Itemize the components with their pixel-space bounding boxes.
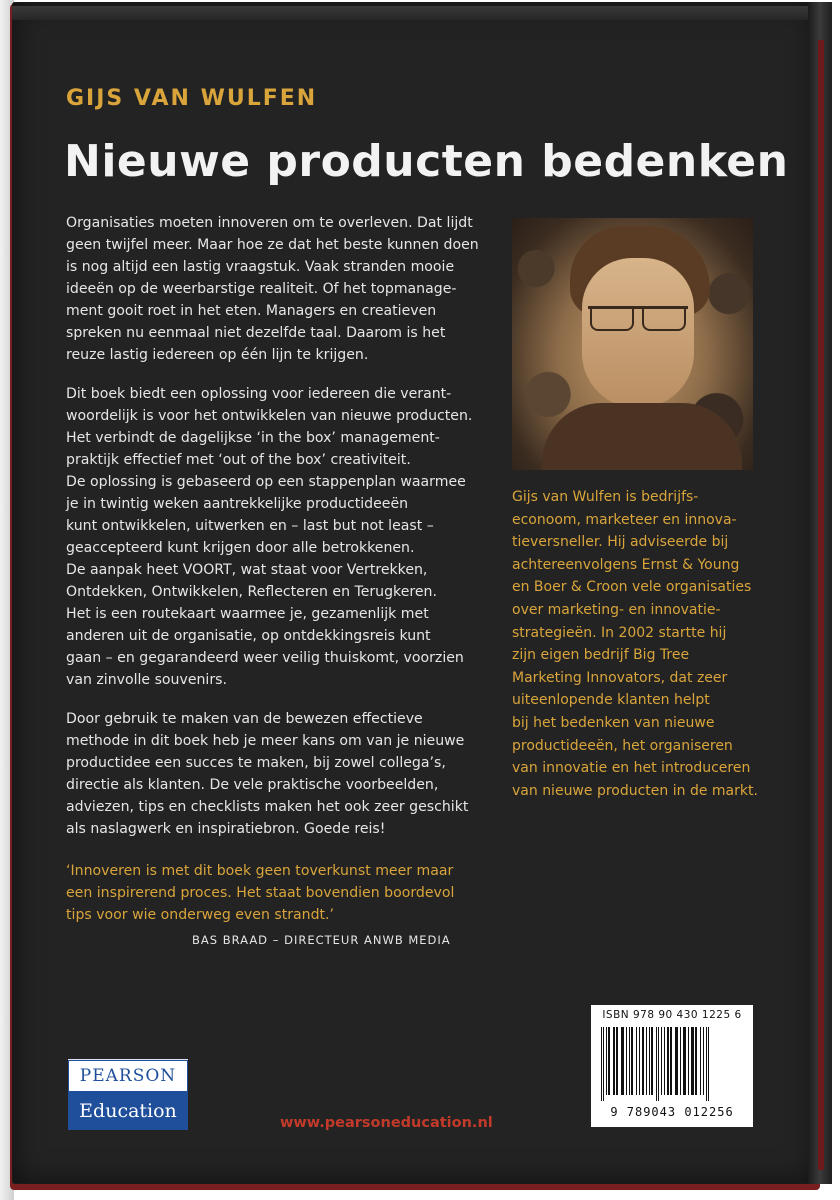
photo-glasses xyxy=(588,306,688,335)
barcode-bar xyxy=(642,1027,644,1095)
bio-line: uiteenlopende klanten helpt xyxy=(512,692,710,709)
barcode-bar xyxy=(616,1027,618,1095)
text-line: gaan – en gegarandeerd weer veilig thuiskomt, voorzien xyxy=(66,650,464,666)
bio-line: zijn eigen bedrijf Big Tree xyxy=(512,647,690,664)
ean-number: 9 789043 012256 xyxy=(610,1105,734,1119)
text-line: Organisaties moeten innoveren om te overleven. Dat lijdt xyxy=(66,215,473,231)
logo-wordmark: PEARSON xyxy=(68,1060,188,1092)
photo-shirt xyxy=(542,403,742,470)
barcode-bar xyxy=(691,1027,694,1095)
text-line: De aanpak heet VOORT, wat staat voor Vertrekken, xyxy=(66,562,428,578)
bio-line: van innovatie en het introduceren xyxy=(512,760,751,777)
review-quote xyxy=(66,860,506,926)
text-line: kunt ontwikkelen, uitwerken en – last but not least – xyxy=(66,518,434,534)
barcode-bar xyxy=(706,1027,707,1101)
text-line: De oplossing is gebaseerd op een stappenplan waarmee xyxy=(66,474,466,490)
text-line: praktijk effectief met ‘out of the box’ creativiteit. xyxy=(66,452,411,468)
blurb-paragraph-3 xyxy=(66,708,506,840)
blurb-text xyxy=(66,212,506,857)
barcode-bar xyxy=(606,1027,607,1095)
text-line: woordelijk is voor het ontwikkelen van nieuwe producten. xyxy=(66,408,473,424)
text-line: van zinvolle souvenirs. xyxy=(66,672,227,688)
text-line: adviezen, tips en checklists maken het ook zeer geschikt xyxy=(66,799,469,815)
text-line: anderen uit de organisatie, op ontdekkingsreis kunt xyxy=(66,628,431,644)
text-line: ment gooit roet in het eten. Managers en creatieven xyxy=(66,303,437,319)
author-bio xyxy=(512,486,758,802)
text-line: geen twijfel meer. Maar hoe ze dat het beste kunnen doen xyxy=(66,237,479,253)
barcode-bar xyxy=(661,1027,662,1095)
bio-line: strategieën. In 2002 startte hij xyxy=(512,624,727,641)
barcode-bar xyxy=(670,1027,672,1095)
barcode-bar xyxy=(629,1027,630,1095)
barcode-bar xyxy=(649,1027,650,1095)
pearson-logo xyxy=(68,1059,188,1130)
barcode-bar xyxy=(631,1027,633,1095)
barcode-bar xyxy=(708,1027,709,1101)
barcode-bar xyxy=(703,1027,704,1095)
bio-line: en Boer & Croon vele organisaties xyxy=(512,579,752,596)
publisher-url: www.pearsoneducation.nl xyxy=(280,1115,493,1131)
bio-line: bij het bedenken van nieuwe xyxy=(512,714,715,731)
barcode-bar xyxy=(656,1027,657,1101)
blurb-paragraph-2 xyxy=(66,383,506,691)
text-line: directie als klanten. De vele praktische voorbeelden, xyxy=(66,777,439,793)
text-line: spreken nu eenmaal niet dezelfde taal. Daarom is het xyxy=(66,325,446,341)
author-name: GIJS VAN WULFEN xyxy=(66,86,318,111)
author-photo xyxy=(512,218,753,470)
barcode-bar xyxy=(613,1027,615,1095)
barcode-bar xyxy=(695,1027,697,1095)
text-line: Het verbindt de dagelijkse ‘in the box’ management- xyxy=(66,430,440,446)
logo-subtitle: Education xyxy=(79,1100,177,1122)
bio-line: tieversneller. Hij adviseerde bij xyxy=(512,534,729,551)
text-line: Dit boek biedt een oplossing voor iedereen die verant- xyxy=(66,386,452,402)
barcode-bar xyxy=(688,1027,689,1095)
text-line: je in twintig weken aantrekkelijke productideeën xyxy=(66,496,409,512)
barcode-bar xyxy=(621,1027,624,1095)
text-line: ideeën op de weerbarstige realiteit. Of het topmanage- xyxy=(66,281,457,297)
bio-line: achtereenvolgens Ernst & Young xyxy=(512,556,740,573)
barcode-bar xyxy=(608,1027,610,1095)
barcode-bar xyxy=(626,1027,627,1095)
cover-top-band xyxy=(12,6,818,20)
barcode-bar xyxy=(683,1027,686,1095)
book-title: Nieuwe producten bedenken xyxy=(64,136,789,187)
barcode-bar xyxy=(700,1027,701,1095)
barcode-label xyxy=(591,1005,753,1127)
barcode-bar xyxy=(667,1027,669,1095)
barcode-bar xyxy=(664,1027,665,1095)
bio-line: Marketing Innovators, dat zeer xyxy=(512,669,728,686)
isbn-number: ISBN 978 90 430 1225 6 xyxy=(602,1009,742,1021)
barcode-bar xyxy=(646,1027,647,1095)
text-line: geaccepteerd kunt krijgen door alle betrokkenen. xyxy=(66,540,415,556)
text-line: reuze lastig iedereen op één lijn te krijgen. xyxy=(66,347,369,363)
text-line: Het is een routekaart waarmee je, gezamenlijk met xyxy=(66,606,429,622)
bio-line: productideeën, het organiseren xyxy=(512,737,733,754)
quote-attribution: BAS BRAAD – DIRECTEUR ANWB MEDIA xyxy=(192,933,451,947)
quote-line: tips voor wie onderweg even strandt.’ xyxy=(66,907,335,923)
barcode-bar xyxy=(636,1027,637,1095)
text-line: is nog altijd een lastig vraagstuk. Vaak stranden mooie xyxy=(66,259,455,275)
barcode-bar xyxy=(639,1027,640,1095)
barcode-bar xyxy=(658,1027,659,1101)
bio-line: econoom, marketeer en innova- xyxy=(512,511,737,528)
barcode-bar xyxy=(651,1027,653,1095)
text-line: Ontdekken, Ontwikkelen, Reflecteren en Terugkeren. xyxy=(66,584,437,600)
quote-line: een inspirerend proces. Het staat bovendien boordevol xyxy=(66,885,455,901)
barcode-bar xyxy=(680,1027,681,1095)
barcode-bar xyxy=(603,1027,604,1101)
quote-line: ‘Innoveren is met dit boek geen toverkunst meer maar xyxy=(66,863,454,879)
bio-line: van nieuwe producten in de markt. xyxy=(512,782,758,799)
blurb-paragraph-1 xyxy=(66,212,506,366)
text-line: methode in dit boek heb je meer kans om van je nieuwe xyxy=(66,733,465,749)
barcode-icon xyxy=(599,1027,745,1101)
text-line: Door gebruik te maken van de bewezen effectieve xyxy=(66,711,423,727)
spine-red-stripe xyxy=(818,40,824,1170)
barcode-bar xyxy=(601,1027,602,1101)
bio-line: Gijs van Wulfen is bedrijfs- xyxy=(512,489,699,505)
text-line: productidee een succes te maken, bij zowel collega’s, xyxy=(66,755,446,771)
barcode-bar xyxy=(675,1027,678,1095)
bio-line: over marketing- en innovatie- xyxy=(512,601,721,618)
text-line: als naslagwerk en inspiratiebron. Goede reis! xyxy=(66,821,386,837)
